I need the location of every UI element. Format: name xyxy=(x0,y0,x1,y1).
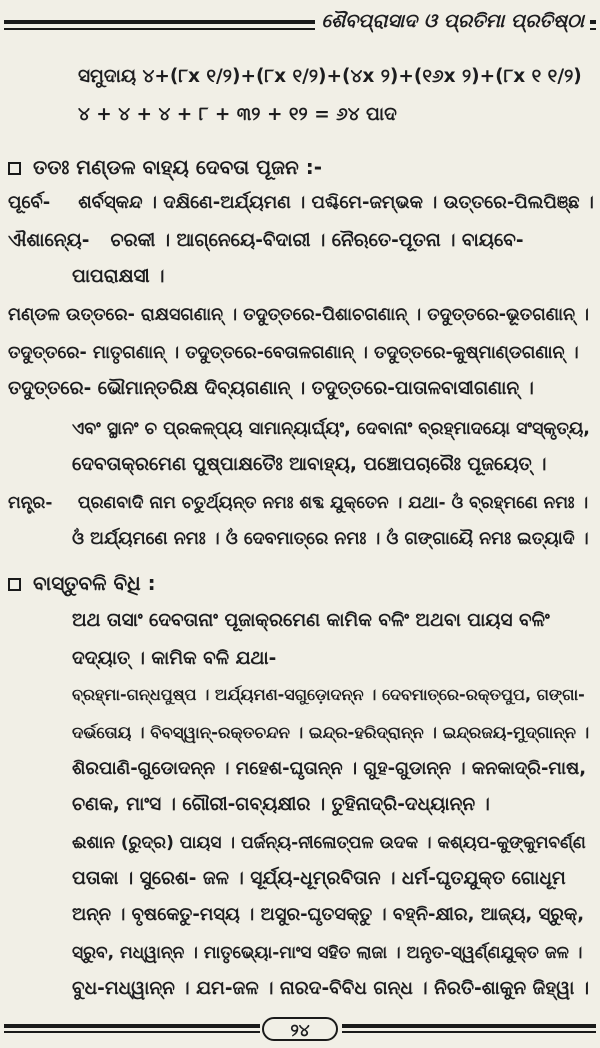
vastu-line: ଅଥ ତାସାଂ ଦେବତାନାଂ ପୂଜାକ୍ରମେଣ କାମିକ ବଳିଂ ଅଥବା ପାୟସ ବଳିଂ xyxy=(72,610,550,631)
vastu-line: ବୁଧ-ମଧ୍ୱାନ୍ନ । ଯମ-ଜଳ । ନାରଦ-ବିବିଧ ଗନ୍ଧ । ନିରତି-ଶାକୁନ ଜିହ୍ୱା । xyxy=(72,978,590,999)
evam-line-2: ଦେବତାକ୍ରମେଣ ପୁଷ୍ପାକ୍ଷତୈଃ ଆବାହ୍ୟ, ପଞ୍ଚୋପଚାରୈଃ ପୂଜୟେତ୍ । xyxy=(72,454,547,475)
direction-label: ପୂର୍ବେ- xyxy=(8,192,51,213)
square-bullet-icon xyxy=(8,578,21,591)
ishanye-continuation: ପାପରାକ୍ଷସୀ । xyxy=(72,266,165,287)
footer-rule xyxy=(342,1031,596,1033)
footer-rule xyxy=(4,1024,260,1028)
direction-label: ଐଶାନ୍ୟେ- xyxy=(8,230,90,251)
vastu-line: ଦଦ୍ୟାତ୍ । କାମିକ ବଳି ଯଥା- xyxy=(72,648,277,669)
direction-text: ଶର୍ବସ୍କନ୍ଦ । ଦକ୍ଷିଣେ-ଅର୍ଯ୍ୟମଣ । ପଶ୍ଚିମେ-ଜମ୍ଭକ । ଉତ୍ତରେ-ପିଲପିଞ୍ଛ । xyxy=(78,192,594,213)
mantra-label: ମନ୍ତ୍ର- xyxy=(8,493,53,513)
footer-rule xyxy=(4,1031,260,1033)
page-number: ୨୪ xyxy=(262,1017,338,1041)
formula-line-1: ସମୁଦାୟ ୪+(୮x ୧/୨)+(୮x ୧/୨)+(୪x ୨)+(୧୬x ୨)+(୮x ୧ ୧/୨) xyxy=(78,66,582,87)
page-footer xyxy=(0,1016,600,1048)
purbe-line xyxy=(8,188,594,218)
vastu-line: ପତାକା । ସୁରେଶ- ଜଳ । ସୂର୍ଯ୍ୟ-ଧୂମ୍ରବିତାନ । ଧର୍ମ-ଘୃତଯୁକ୍ତ ଗୋଧୂମ xyxy=(72,868,566,889)
vastu-line: ଚଣକ, ମାଂସ । ଗୌରୀ-ଗବ୍ୟକ୍ଷୀର । ତୁହିନାଦ୍ରି-ଦଧ୍ୟାନ୍ନ । xyxy=(72,794,490,815)
vastu-line: ସ୍ରୁବ, ମଧ୍ୱାନ୍ନ । ମାତୃଭ୍ୟୋ-ମାଂସ ସହିତ ଲାଜା । ଅନୃତ-ସ୍ୱର୍ଣ୍ଣଯୁକ୍ତ ଜଳ । xyxy=(72,943,583,963)
mandala-line-1: ମଣ୍ଡଳ ଉତ୍ତରେ- ରାକ୍ଷସଗଣାନ୍ । ତଦୁତ୍ତରେ-ପିଶାଚଗଣାନ୍ । ତଦୁତ୍ତରେ-ଭୂତଗଣାନ୍ । xyxy=(8,305,589,325)
square-bullet-icon xyxy=(8,162,21,175)
vastu-line: ଶିରପାଣି-ଗୁଡୋଦନ୍ନ । ମହେଶ-ଘୃତାନ୍ନ । ଗୁହ-ଗୁଡାନ୍ନ । କନକାଦ୍ରି-ମାଷ, xyxy=(72,758,587,779)
vastu-line: ଈଶାନ (ରୁଦ୍ର) ପାୟସ । ପର୍ଜନ୍ୟ-ନୀଳୋତ୍ପଳ ଉଦକ । କଶ୍ୟପ-କୁଙ୍କୁମବର୍ଣ୍ଣ xyxy=(72,833,586,853)
page-header xyxy=(0,0,600,48)
formula-line-2: ୪ + ୪ + ୪ + ୮ + ୩୨ + ୧୨ = ୬୪ ପାଦ xyxy=(78,104,397,125)
vastu-line: ଅନ୍ନ । ବୃଷକେତୁ-ମସ୍ୟ । ଅସୁର-ଘୃତସକ୍ତୁ । ବହ୍ନି-କ୍ଷୀର, ଆଜ୍ୟ, ସ୍ରୁକ୍, xyxy=(72,904,585,925)
running-title: ଶୈବପ୍ରାସାଦ ଓ ପ୍ରତିମା ପ୍ରତିଷ୍ଠା xyxy=(315,10,590,32)
section-heading-text: ତତଃ ମଣ୍ଡଳ ବାହ୍ୟ ଦେବତା ପୂଜନ :- xyxy=(33,155,322,179)
direction-text: ଚରକୀ । ଆଗ୍ନେୟେ-ବିଦାରୀ । ନୈଋତେ-ପୂତନା । ବାୟବେ- xyxy=(110,230,524,251)
evam-line-1: ଏବଂ ସ୍ଥାନଂ ଚ ପ୍ରକଳ୍ପ୍ୟ ସାମାନ୍ୟାର୍ଘ୍ୟଂ, ଦେବାନାଂ ବ୍ରହ୍ମାଦୟୋ ସଂସ୍କୃତ୍ୟ, xyxy=(72,419,590,439)
mantra-line-2: ଓଁ ଅର୍ଯ୍ୟମଣେ ନମଃ । ଓଁ ଦେବମାତ୍ରେ ନମଃ । ଓଁ ଗଙ୍ଗାୟୈ ନମଃ ଇତ୍ୟାଦି । xyxy=(72,529,589,549)
mantra-text: ପ୍ରଣବାଦି ନାମ ଚତୁର୍ଥ୍ୟନ୍ତ ନମଃ ଶବ୍ଦ ଯୁକ୍ତେନ । ଯଥା- ଓଁ ବ୍ରହ୍ମଣେ ନମଃ । xyxy=(77,493,589,513)
section-heading-1 xyxy=(8,152,322,182)
mandala-line-3: ତଦୁତ୍ତରେ- ଭୌମାନ୍ତରିକ୍ଷ ଦିବ୍ୟଗଣାନ୍ । ତଦୁତ୍ତରେ-ପାତାଳବାସୀଗଣାନ୍ । xyxy=(8,378,534,399)
mandala-line-2: ତଦୁତ୍ତରେ- ମାତୃଗଣାନ୍ । ତଦୁତ୍ତରେ-ବେତାଳଗଣାନ୍ । ତଦୁତ୍ତରେ-କୁଷ୍ମାଣ୍ଡଗଣାନ୍ । xyxy=(8,343,579,363)
footer-rule xyxy=(342,1024,596,1028)
ishanye-line xyxy=(8,226,524,256)
vastu-line: ବ୍ରହ୍ମା-ଗନ୍ଧପୁଷ୍ପ । ଅର୍ଯ୍ୟମଣ-ସଗୁଡ଼ୋଦନ୍ନ । ଦେବମାତ୍ରେ-ରକ୍ତପୁପ, ଗଙ୍ଗା- xyxy=(72,685,585,704)
section-heading-2 xyxy=(8,568,156,598)
mantra-line-1 xyxy=(8,488,588,518)
section-heading-text: ବାସ୍ତୁବଳି ବିଧି : xyxy=(33,571,156,595)
vastu-line: ଦର୍ଭତୋୟ । ବିବସ୍ୱାନ୍-ରକ୍ତଚନ୍ଦନ । ଇନ୍ଦ୍ର-ହରିଦ୍ରାନ୍ନ । ଇନ୍ଦ୍ରଜୟ-ମୁଦ୍ଗାନ୍ନ । xyxy=(72,723,590,742)
